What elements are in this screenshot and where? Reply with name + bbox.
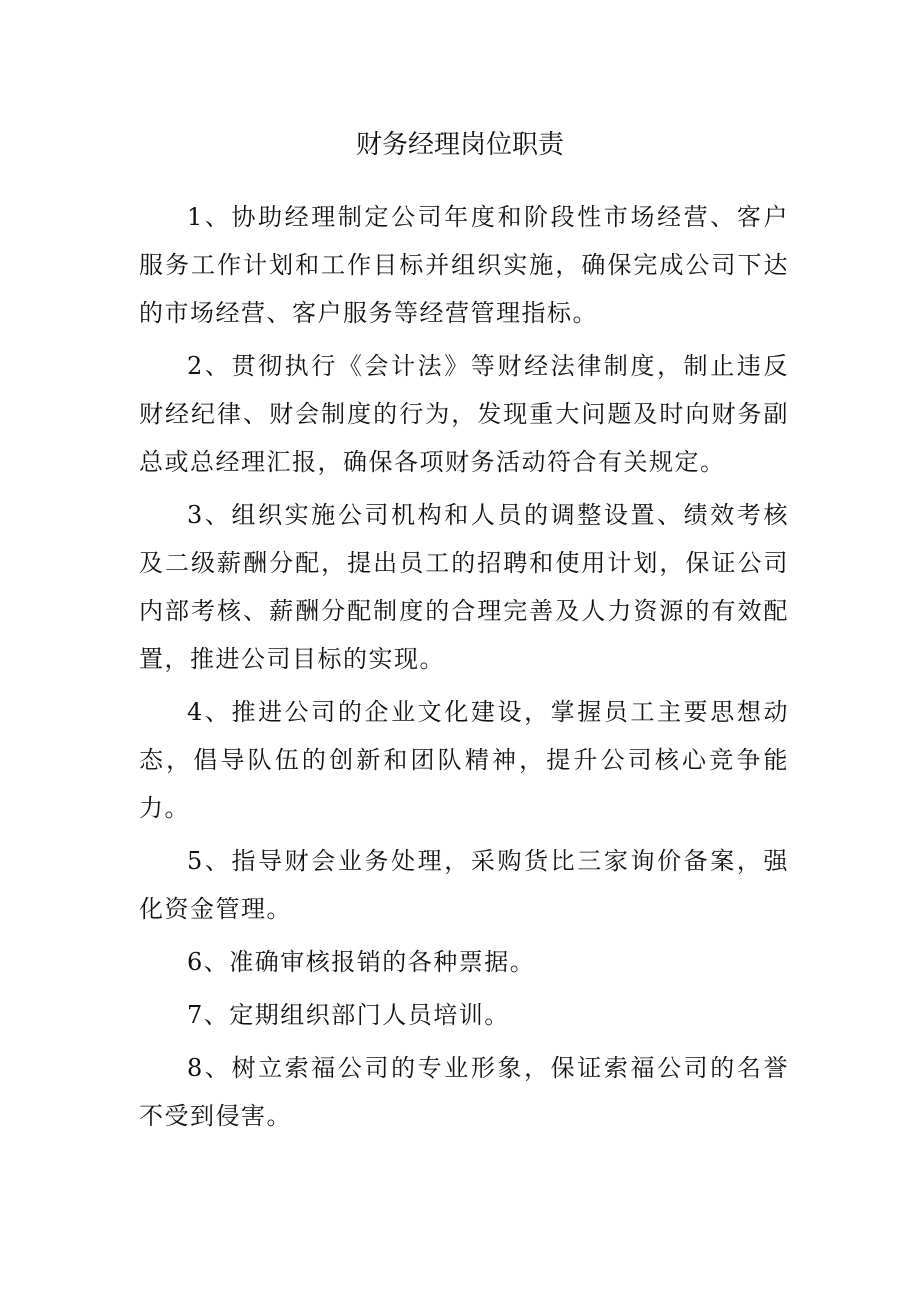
duty-item-3: 3、组织实施公司机构和人员的调整设置、绩效考核及二级薪酬分配，提出员工的招聘和使用计划，保证公司内部考核、薪酬分配制度的合理完善及人力资源的有效配置，推进公司目标的实现。 [139,501,789,673]
document-title: 财务经理岗位职责 [355,130,564,160]
duty-item-1: 1、协助经理制定公司年度和阶段性市场经营、客户服务工作计划和工作目标并组织实施，确保完成公司下达的市场经营、客户服务等经营管理指标。 [139,203,789,327]
duty-item-2: 2、贯彻执行《会计法》等财经法律制度，制止违反财经纪律、财会制度的行为，发现重大问题及时向财务副总或总经理汇报，确保各项财务活动符合有关规定。 [139,352,789,476]
duty-item-6: 6、准确审核报销的各种票据。 [187,948,536,976]
document-body [139,193,789,1145]
duty-item-8: 8、树立索福公司的专业形象，保证索福公司的名誉不受到侵害。 [139,1054,789,1130]
duty-item-7: 7、定期组织部门人员培训。 [187,1001,510,1029]
duty-item-5: 5、指导财会业务处理，采购货比三家询价备案，强化资金管理。 [139,847,789,923]
duty-item-4: 4、推进公司的企业文化建设，掌握员工主要思想动态，倡导队伍的创新和团队精神，提升公司核心竞争能力。 [139,698,789,822]
